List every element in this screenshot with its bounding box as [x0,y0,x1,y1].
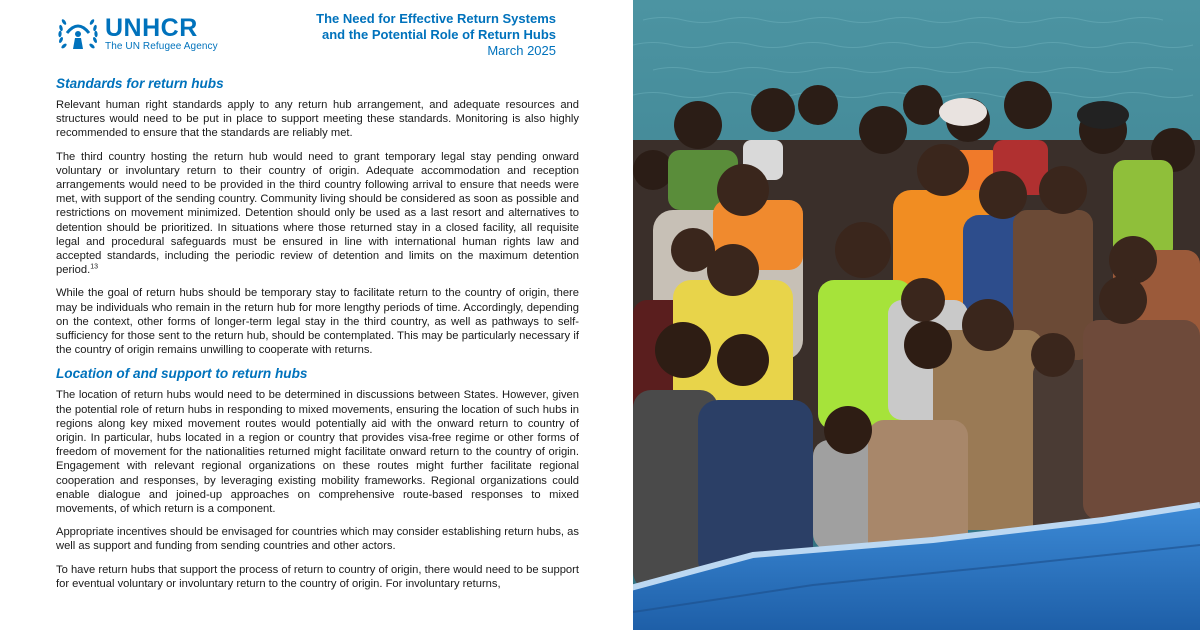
unhcr-logo [55,13,218,55]
section-heading-standards: Standards for return hubs [56,76,224,91]
document-body [56,76,579,600]
document-date: March 2025 [487,43,556,58]
document-title-block [316,11,556,59]
document-title-line-2: and the Potential Role of Return Hubs [321,27,556,42]
logo-tagline: The UN Refugee Agency [105,41,218,52]
photo-illustration [633,0,1200,630]
paragraph: Relevant human right standards apply to any return hub arrangement, and adequate resources and structures would need to be put in place to support meeting these standards. Monitoring is also highly recommended to ensure that the standards are reliably met. [56,99,579,140]
section-heading-location: Location of and support to return hubs [56,366,308,382]
paragraph: While the goal of return hubs should be temporary stay to facilitate return to the country of origin, there may be individuals who remain in the return hub for more lengthy periods of time. Accordingly, depending on the context, other forms of longer-term legal stay in the third country, as well as pathways to self-sufficiency for those sent to the return hub, should be contemplated. This may be particularly necessary if the country of origin remains unwilling to cooperate with returns. [56,287,579,357]
footnote-marker: 13 [90,263,99,271]
logo-wordmark: UNHCR [105,14,198,42]
paragraph: Appropriate incentives should be envisaged for countries which may consider establishing return hubs, as well as support and funding from sending countries and other actors. [56,526,579,553]
migrant-boat-photo [633,0,1200,630]
laurel-person-icon [55,13,101,55]
paragraph [56,150,579,278]
document-title-line-1: The Need for Effective Return Systems [316,11,556,26]
paragraph-text: The third country hosting the return hub would need to grant temporary legal stay pending onward voluntary or involuntary return to their country of origin. Adequate accommodation and reception arrangements would need to be provided in the third country following arrival to ensure that needs were met, with support of the sending country. Community living should be considered as soon as possible and restrictions on movement minimized. Detention should only be used as a last resort and alternatives to detention should be prioritized. In situations where those returned stay in a closed facility, all requisite legal and procedural safeguards must be ensured in line with international human rights law and accepted standards, including the periodic review of detention and limits on the maximum detention period. [56,150,579,277]
paragraph: To have return hubs that support the process of return to country of origin, there would need to be support for eventual voluntary or involuntary return to the country of origin. For involuntary returns, [56,563,579,590]
paragraph: The location of return hubs would need to be determined in discussions between States. However, given the potential role of return hubs in responding to mixed movements, ensuring the location of such hubs in regions along key mixed movement routes would potentially aid with the onward return to country of origin. In particular, hubs located in a region or country that provides visa-free regime or other forms of freedom of movement for the nationalities returned might facilitate onward return to the country of origin. Engagement with relevant regional organizations on these routes might further facilitate regional cooperation and responses, by leveraging existing mobility frameworks. Regional organizations could enable dialogue and joined-up approaches on comprehensive route-based responses to mixed movements, of which return is a component. [56,389,579,516]
